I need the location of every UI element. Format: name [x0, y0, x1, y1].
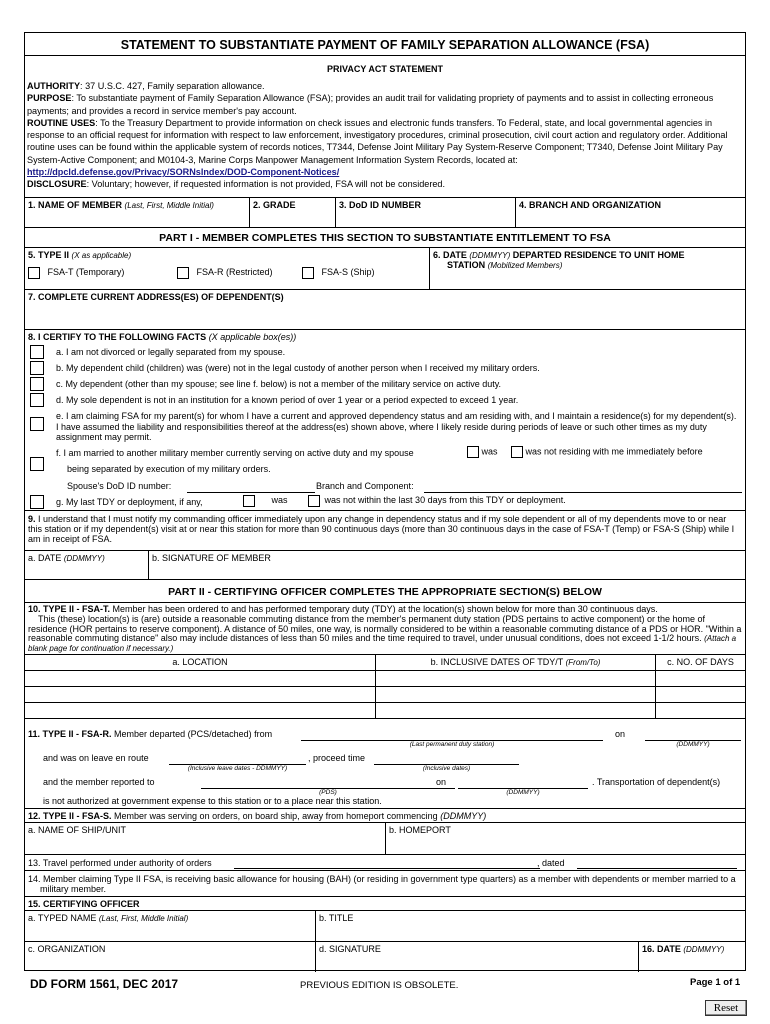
disclosure-label: DISCLOSURE	[27, 179, 87, 190]
branch-org-field[interactable]: 4. BRANCH AND ORGANIZATION	[519, 200, 661, 210]
fsa-s-label: FSA-S (Ship)	[321, 267, 375, 278]
fact-b-checkbox[interactable]	[30, 361, 44, 375]
fact-d-checkbox[interactable]	[30, 393, 44, 407]
date-departed-field[interactable]: 6. DATE (DDMMYY) DEPARTED RESIDENCE TO UNIT HOME STATION (Mobilized Members)	[433, 250, 685, 271]
fact-g-was-label: was	[271, 495, 288, 506]
form-number: DD FORM 1561, DEC 2017	[30, 977, 179, 991]
officer-signature-field[interactable]: d. SIGNATURE	[316, 942, 639, 972]
officer-title-field[interactable]: b. TITLE	[319, 913, 354, 923]
ship-unit-field[interactable]: a. NAME OF SHIP/UNIT	[25, 823, 386, 854]
spouse-dod-id-label: Spouse's DoD ID number:	[67, 481, 172, 491]
branch-component-label: Branch and Component:	[316, 481, 414, 491]
authority-label: AUTHORITY	[27, 81, 81, 91]
fact-e-text: e. I am claiming FSA for my parent(s) for whom I have a current and approved dependency status and am residing with, and I maintain a residence(s) for my dependent(s). I have assumed the liability and responsibilities thereof at the address(es) shown above, where I likely reside during periods of leave or such other times as my duty assignment may permit.	[56, 411, 737, 443]
fact-f-wasnot-label: was not residing with me immediately before	[525, 446, 703, 457]
orders-date-input[interactable]	[577, 868, 737, 869]
officer-name-field[interactable]: a. TYPED NAME (Last, First, Middle Initial)	[25, 911, 316, 941]
tdy-dates-input[interactable]	[376, 671, 656, 686]
fact-f-text-2: being separated by execution of my military orders.	[67, 464, 271, 474]
tdy-location-input[interactable]	[25, 703, 376, 718]
tdy-days-input[interactable]	[656, 687, 745, 702]
fact-f-was-checkbox[interactable]	[467, 446, 479, 458]
fact-f-text: f. I am married to another military member currently serving on active duty and my spouse	[56, 448, 414, 458]
fact-f-was-label: was	[481, 446, 498, 457]
fact-c-text: c. My dependent (other than my spouse; see line f. below) is not a member of the military service on active duty.	[56, 379, 502, 389]
part1-heading: PART I - MEMBER COMPLETES THIS SECTION TO SUBSTANTIATE ENTITLEMENT TO FSA	[159, 232, 611, 244]
item-9-text: 9. I understand that I must notify my commanding officer immediately upon any change in dependency status and if my sole dependent or all of my dependents move to or near this station or if my dependent(s) visit at or near this station for more than 90 continuous days (more than 30 continuous days in the case of FSA-T (Temp) or FSA-S (Ship) while I am in receipt of FSA.	[28, 514, 735, 545]
routine-uses-label: ROUTINE USES	[27, 117, 96, 128]
fsa-s-checkbox[interactable]	[302, 267, 314, 279]
part2-heading: PART II - CERTIFYING OFFICER COMPLETES THE APPROPRIATE SECTION(S) BELOW	[168, 586, 602, 598]
page-number: Page 1 of 1	[690, 977, 741, 988]
item-12-text: 12. TYPE II - FSA-S. Member was serving on orders, on board ship, away from homeport commencing (DDMMYY)	[28, 811, 487, 821]
authority-text: : 37 U.S.C. 427, Family separation allowance.	[80, 81, 265, 91]
previous-edition-note: PREVIOUS EDITION IS OBSOLETE.	[300, 980, 459, 991]
fact-g-wasnot-label: was not within the last 30 days from this TDY or deployment.	[324, 495, 566, 506]
fact-b-text: b. My dependent child (children) was (were) not in the legal custody of another person when I received my military orders.	[56, 363, 540, 373]
homeport-field[interactable]: b. HOMEPORT	[389, 825, 451, 835]
fsa-r-label: FSA-R (Restricted)	[196, 267, 273, 278]
disclosure-text: : Voluntary; however, if requested information is not provided, FSA will not be considered.	[86, 179, 446, 190]
fact-c-checkbox[interactable]	[30, 377, 44, 391]
reset-button[interactable]: Reset	[705, 1000, 747, 1016]
certify-facts-section: 8. I CERTIFY TO THE FOLLOWING FACTS (X applicable box(es)) a. I am not divorced or legally separated from my spouse. b. My dependent child (children) was (were) not in the legal custody of another person when I received my military orders. c. My dependent (other than my spouse; see line f. below) is not a member of the military service on active duty. d. My sole dependent is not in an institution for a known period of over 1 year or a period expected to exceed 1 year. e. I am claiming FSA for my parent(s) for whom I have a current and approved dependency status and am residing with, and I maintain a residence(s) for my dependent(s). I have assumed the liability and responsibilities thereof at the address(es) shown above, where I likely reside during periods of leave or such other times as my duty assignment may permit. f. I am married to another military member currently serving on active duty and my spouse was was not residing with me immediately before being separated by execution of my military orders. Spouse's DoD ID number: Branch and Component: g. My last TDY or deployment, if any, was was not within the last 30 days from this TDY or deployment.	[25, 330, 745, 511]
fact-a-text: a. I am not divorced or legally separated from my spouse.	[56, 347, 286, 357]
fact-g-checkbox[interactable]	[30, 495, 44, 509]
item-14-text: 14. Member claiming Type II FSA, is receiving basic allowance for housing (BAH) (or residing in government type quarters) as a member with dependents or member married to a military member.	[28, 874, 736, 894]
tdy-days-input[interactable]	[656, 671, 745, 686]
fsa-t-checkbox[interactable]	[28, 267, 40, 279]
spouse-dod-id-input[interactable]	[187, 492, 315, 493]
tdy-days-header: c. NO. OF DAYS	[667, 657, 734, 667]
fsa-form: STATEMENT TO SUBSTANTIATE PAYMENT OF FAMILY SEPARATION ALLOWANCE (FSA) PRIVACY ACT STATEMENT AUTHORITY: 37 U.S.C. 427, Family separation allowance. PURPOSE: To substantiate payment of Family Separation Allowance (FSA); provides an audit trail for validating propriety of payments and to assist in collecting erroneous payments; and provides a record in service member's pay account. ROUTINE USES: To the Treasury Department to provide information on check issues and electronic funds transfers. To Federal, state, and local governmental agencies in response to an official request for information with respect to law enforcement, investigatory procedures, criminal prosecution, civil court action and regulatory order. Additional routine uses can be found within the applicable system of records notices, T7344, Defense Joint Military Pay System-Reserve Component; T7340, Defense Joint Military Pay System-Active Component; and M0104-3, Marine Corps Manpower Management Information System Records, located at: http://dpcld.defense.gov/Privacy/SORNsIndex/DOD-Component-Notices/ DISCLOSURE: Voluntary; however, if requested information is not provided, FSA will not be considered. 1. NAME OF MEMBER (Last, First, Middle Initial) 2. GRADE 3. DoD ID NUMBER 4. BRANCH AND ORGANIZATION PART I - MEMBER COMPLETES THIS SECTION TO SUBSTANTIATE ENTITLEMENT TO FSA 5. TYPE II (X as applicable) FSA-T (Temporary) FSA-R (Restricted) FSA-S (Ship) 6. DATE (DDMMYY) DEPARTED RESIDENCE TO UNIT HOME STATION (Mobilized Members) 7. COMPLETE CURRENT ADDRESS(ES) OF DEPENDENT(S) 8. I CERTIFY TO THE FOLLOWING FACTS (X applicable box(es)) a. I am not divorced or legally separated from my spouse. b. My dependent child (children) was (were) not in the legal custody of another person when I received my military orders. c. My dependent (other than my spouse; see line f. below) is not a member of the military service on active duty. d. My sole dependent is not in an institution for a known period of over 1 year or a period expected to exceed 1 year. e. I am claiming FSA for my parent(s) for whom I have a current and approved dependency status and am residing with, and I maintain a residence(s) for my dependent(s). I have assumed the liability and responsibilities thereof at the address(es) shown above, where I likely reside during periods of leave or such other times as my duty assignment may permit. f. I am married to another military member currently serving on active duty and my spouse was was not residing with me immediately before being separated by execution of my military orders. Spouse's DoD ID number: Branch and Component: g. My last TDY or deployment, if any, was was not within the last 30 days from this TDY or deployment. 9. I understand that I must notify my commanding officer immediately upon any change in dependency status and if my sole dependent or all of my dependents move to or near this station or if my dependent(s) visit at or near this station for more than 90 continuous days (more than 30 continuous days in the case of FSA-T (Temp) or FSA-S (Ship) while I am in receipt of FSA. a. DATE (DDMMYY) b. SIGNATURE OF MEMBER PART II - CERTIFYING OFFICER COMPLETES THE APPROPRIATE SECTION(S) BELOW 10. TYPE II - FSA-T. Member has been ordered to and has performed temporary duty (TDY) at the location(s) shown below for more than 30 continuous days. This (these) location(s) is (are) outside a reasonable commuting distance from the member's permanent duty station (PDS pertains to active component) or the home of residence (HOR pertains to reserve component). A distance of 50 miles, one way, is normally considered to be within a reasonable commuting distance of a PDS or HOR. "Within a reasonable commuting distance" also may include distances of less than 50 miles and the time required to travel, under unusual conditions, does not exceed 1-1/2 hours. (Attach a blank page for continuation if necessary.) a. LOCATION b. INCLUSIVE DATES OF TDY/T (From/To) c. NO. OF DAYS 11. TYPE II - FSA-R. Member departed (PCS/detached) from (Last permanent duty station) on (DDMMYY) and was on leave en route (Inclusive leave dates - DDMMYY) , proceed time (Inclusive dates) and the member reported to (PDS) on (DDMMYY) . Transportation of dependent(s) is not authorized at government expense to this station or to a place near this station. 12. TYPE II - FSA-S. Member was serving on orders, on board ship, away from homeport commencing (DDMMYY) a. NAME OF SHIP/UNIT b. HOMEPORT 13. Travel performed under authority of orders , dated 14. Member claiming Type II FSA, is receiving basic allowance for housing (BAH) (or residing in government type quarters) as a member with dependents or member married to a military member. 15. CERTIFYING OFFICER a. TYPED NAME (Last, First, Middle Initial) b. TITLE c. ORGANIZATION d. SIGNATURE 16. DATE (DDMMYY)	[24, 32, 746, 971]
tdy-dates-input[interactable]	[376, 687, 656, 702]
fsa-r-checkbox[interactable]	[177, 267, 189, 279]
privacy-act-statement	[27, 80, 739, 191]
orders-authority-input[interactable]	[234, 868, 540, 869]
fact-f-wasnot-checkbox[interactable]	[511, 446, 523, 458]
item-10-text: 10. TYPE II - FSA-T. Member has been ordered to and has performed temporary duty (TDY) at the location(s) shown below for more than 30 continuous days. This (these) location(s) is (are) outside a reasonable commuting distance from the member's permanent duty station (PDS pertains to active component) or the home of residence (HOR pertains to reserve component). A distance of 50 miles, one way, is normally considered to be within a reasonable commuting distance of a PDS or HOR. "Within a reasonable commuting distance" also may include distances of less than 50 miles and the time required to travel, under unusual conditions, does not exceed 1-1/2 hours. (Attach a blank page for continuation if necessary.)	[28, 604, 742, 654]
grade-field[interactable]: 2. GRADE	[250, 198, 336, 227]
routine-uses-text: : To the Treasury Department to provide information on check issues and electronic funds transfers. To Federal, state, and local governmental agencies in response to an official request for information with respect to law enforcement, investigatory procedures, criminal prosecution, civil court action and regulatory order. Additional routine uses can be found within the applicable system of records notices, T7344, Defense Joint Military Pay System-Reserve Component; T7340, Defense Joint Military Pay System-Active Component; and M0104-3, Marine Corps Manpower Management Information System Records, located at:	[27, 117, 728, 165]
certifying-officer-heading: 15. CERTIFYING OFFICER	[28, 899, 140, 909]
tdy-location-header: a. LOCATION	[25, 655, 376, 670]
fact-g-text: g. My last TDY or deployment, if any,	[56, 497, 203, 507]
dependent-address-field[interactable]: 7. COMPLETE CURRENT ADDRESS(ES) OF DEPENDENT(S)	[28, 292, 284, 302]
type-ii-section: 5. TYPE II (X as applicable) FSA-T (Temporary) FSA-R (Restricted) FSA-S (Ship)	[25, 248, 430, 289]
purpose-label: PURPOSE	[27, 93, 72, 104]
tdy-location-input[interactable]	[25, 671, 376, 686]
fact-e-checkbox[interactable]	[30, 417, 44, 431]
fact-d-text: d. My sole dependent is not in an institution for a known period of over 1 year or a period expected to exceed 1 year.	[56, 395, 519, 405]
form-title: STATEMENT TO SUBSTANTIATE PAYMENT OF FAMILY SEPARATION ALLOWANCE (FSA)	[120, 38, 650, 52]
purpose-text: : To substantiate payment of Family Separation Allowance (FSA); provides an audit trail for validating propriety of payments and to assist in collecting erroneous payments; and provides a record in service member's pay account.	[27, 93, 714, 116]
fact-g-wasnot-checkbox[interactable]	[308, 495, 320, 507]
tdy-location-input[interactable]	[25, 687, 376, 702]
certify-date-field[interactable]: 16. DATE (DDMMYY)	[642, 944, 725, 954]
fsa-t-label: FSA-T (Temporary)	[47, 267, 125, 278]
member-date-field[interactable]: a. DATE (DDMMYY)	[25, 551, 149, 579]
tdy-dates-input[interactable]	[376, 703, 656, 718]
fact-g-was-checkbox[interactable]	[243, 495, 255, 507]
member-signature-field[interactable]: b. SIGNATURE OF MEMBER	[152, 553, 271, 563]
tdy-dates-header: b. INCLUSIVE DATES OF TDY/T (From/To)	[376, 655, 656, 670]
privacy-heading: PRIVACY ACT STATEMENT	[326, 64, 443, 74]
fact-f-checkbox[interactable]	[30, 457, 44, 471]
member-name-field[interactable]: 1. NAME OF MEMBER (Last, First, Middle Initial)	[25, 198, 250, 227]
item-13-label: 13. Travel performed under authority of orders	[28, 858, 212, 868]
sorn-link[interactable]: http://dpcld.defense.gov/Privacy/SORNsIndex/DOD-Component-Notices/	[27, 167, 340, 178]
tdy-days-input[interactable]	[656, 703, 745, 718]
branch-component-input[interactable]	[424, 492, 742, 493]
officer-organization-field[interactable]: c. ORGANIZATION	[25, 942, 316, 972]
fact-a-checkbox[interactable]	[30, 345, 44, 359]
fsa-r-section: 11. TYPE II - FSA-R. Member departed (PCS/detached) from (Last permanent duty station) on (DDMMYY) and was on leave en route (Inclusive leave dates - DDMMYY) , proceed time (Inclusive dates) and the member reported to (PDS) on (DDMMYY) . Transportation of dependent(s) is not authorized at government expense to this station or to a place near this station.	[25, 719, 745, 809]
dod-id-field[interactable]: 3. DoD ID NUMBER	[336, 198, 516, 227]
